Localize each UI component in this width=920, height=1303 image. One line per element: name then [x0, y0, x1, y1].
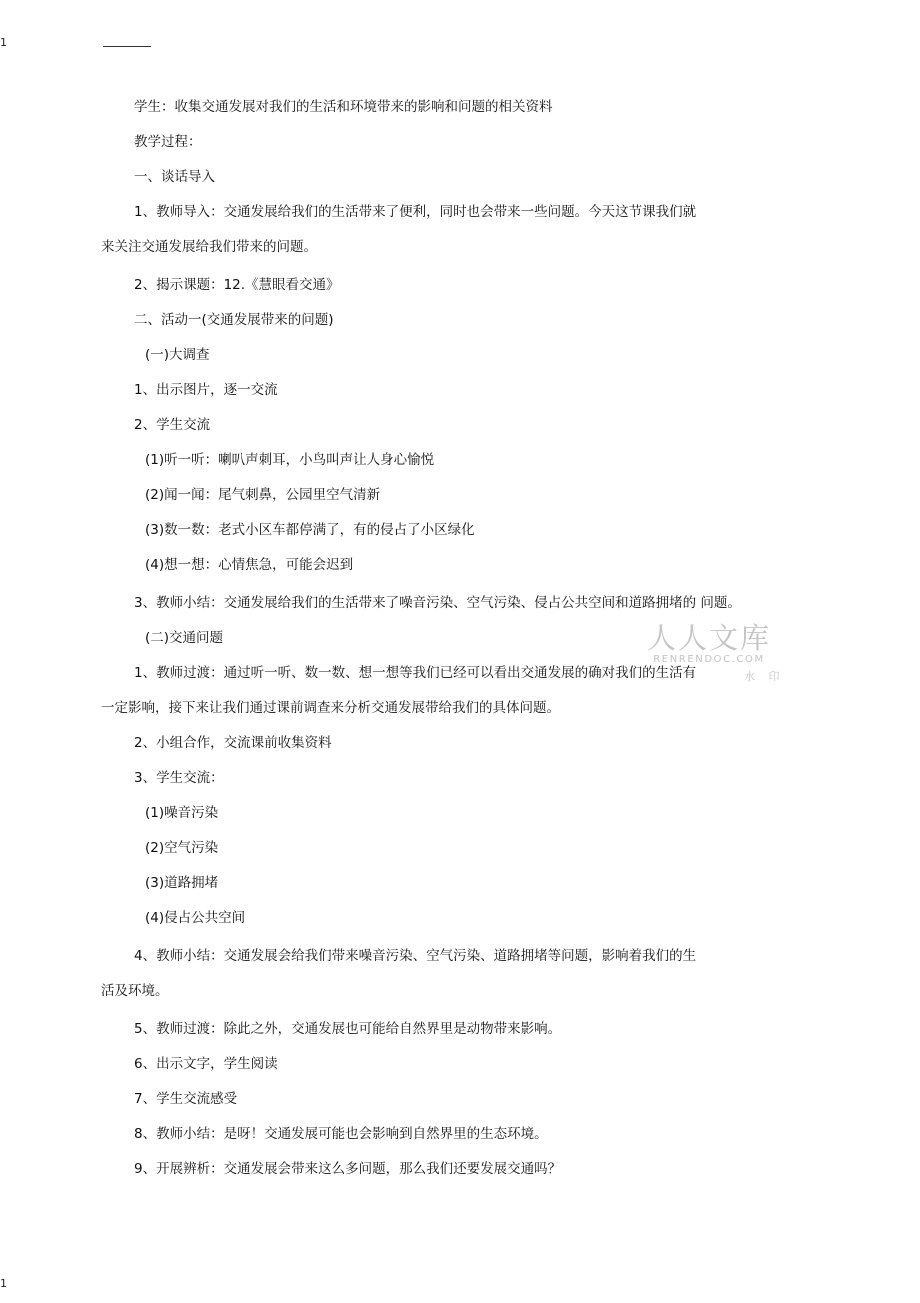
- text-line: 2、学生交流: [134, 417, 211, 433]
- section-heading: 一、谈话导入: [134, 169, 215, 185]
- text-line: (2)空气污染: [145, 840, 219, 856]
- text-line: (2)闻一闻：尾气刺鼻，公园里空气清新: [145, 487, 381, 503]
- text-line: 4、教师小结：交通发展会给我们带来噪音污染、空气污染、道路拥堵等问题，影响着我们的生: [134, 948, 697, 964]
- subsection-heading: (二)交通问题: [145, 630, 224, 646]
- page-number-top: 1: [0, 36, 7, 49]
- subsection-heading: (一)大调查: [145, 347, 210, 363]
- header-rule: [103, 46, 151, 47]
- text-line: 3、教师小结：交通发展给我们的生活带来了噪音污染、空气污染、侵占公共空间和道路拥堵的 问题。: [134, 595, 741, 611]
- text-line: (4)想一想：心情焦急，可能会迟到: [145, 557, 354, 573]
- text-line: 1、教师导入：交通发展给我们的生活带来了便利，同时也会带来一些问题。今天这节课我们就: [134, 204, 697, 220]
- page-number-bottom: 1: [0, 1277, 7, 1290]
- text-line: (1)听一听：喇叭声刺耳，小鸟叫声让人身心愉悦: [145, 452, 435, 468]
- text-line: 1、出示图片，逐一交流: [134, 382, 278, 398]
- text-line: 来关注交通发展给我们带来的问题。: [101, 239, 317, 255]
- watermark-logo: [646, 622, 772, 666]
- text-line: 活及环境。: [101, 983, 169, 999]
- text-line: 7、学生交流感受: [134, 1091, 238, 1107]
- text-line: 学生：收集交通发展对我们的生活和环境带来的影响和问题的相关资料: [134, 99, 553, 115]
- text-line: 2、小组合作，交流课前收集资料: [134, 735, 332, 751]
- text-line: 9、开展辨析：交通发展会带来这么多问题，那么我们还要发展交通吗？: [134, 1161, 562, 1177]
- text-line: (3)道路拥堵: [145, 875, 219, 891]
- watermark-mark: 水 印: [744, 670, 785, 683]
- text-line: (4)侵占公共空间: [145, 910, 246, 926]
- text-line: 教学过程：: [134, 134, 202, 150]
- watermark-url: RENRENDOC.COM: [653, 654, 765, 665]
- section-heading: 二、活动一(交通发展带来的问题): [134, 312, 334, 328]
- text-line: (1)噪音污染: [145, 805, 219, 821]
- text-line: (3)数一数：老式小区车都停满了，有的侵占了小区绿化: [145, 522, 475, 538]
- text-line: 一定影响，接下来让我们通过课前调查来分析交通发展带给我们的具体问题。: [101, 700, 560, 716]
- text-line: 8、教师小结：是呀！交通发展可能也会影响到自然界里的生态环境。: [134, 1126, 548, 1142]
- text-line: 1、教师过渡：通过听一听、数一数、想一想等我们已经可以看出交通发展的确对我们的生活有: [134, 665, 697, 681]
- text-line: 2、揭示课题：12.《慧眼看交通》: [134, 277, 340, 293]
- text-line: 3、学生交流：: [134, 770, 224, 786]
- text-line: 5、教师过渡：除此之外，交通发展也可能给自然界里是动物带来影响。: [134, 1021, 562, 1037]
- text-line: 6、出示文字，学生阅读: [134, 1056, 278, 1072]
- watermark-brand: 人人文库: [646, 621, 771, 655]
